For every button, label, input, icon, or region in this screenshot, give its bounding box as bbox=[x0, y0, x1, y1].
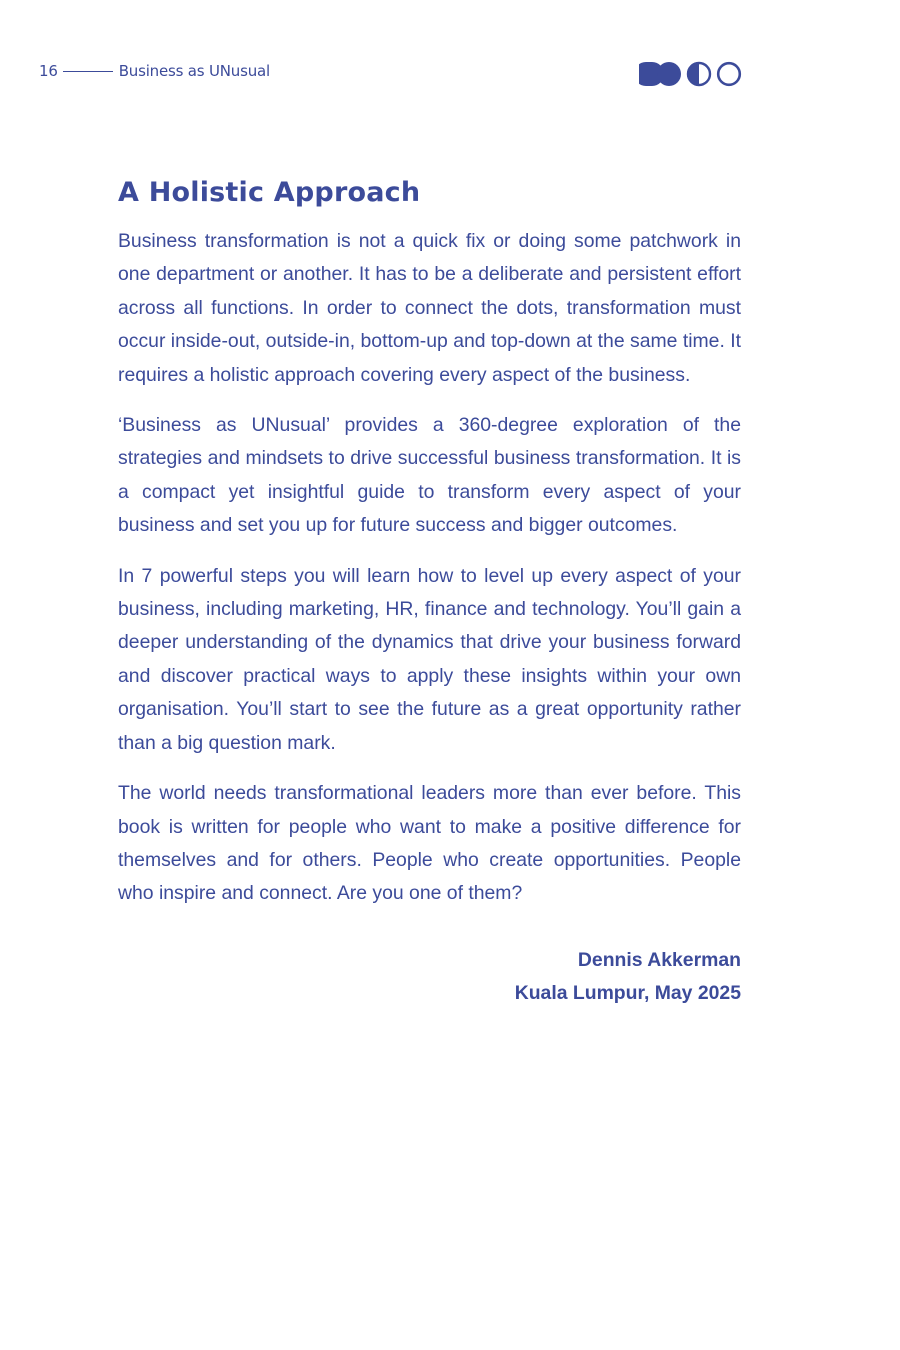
section-heading: A Holistic Approach bbox=[118, 177, 421, 208]
body-paragraph: Business transformation is not a quick fix or doing some patchwork in one department or another. It has to be a deliberate and persistent effort across all functions. In order to connect the dots, transformation must occur inside-out, outside-in, bottom-up and top-down at the same time. It requires a holistic approach covering every aspect of the business. bbox=[118, 230, 741, 386]
outline-circle-icon bbox=[718, 63, 740, 85]
author-name: Dennis Akkerman bbox=[577, 948, 741, 971]
half-circle-icon bbox=[687, 62, 710, 86]
body-paragraph: The world needs transformational leaders more than ever before. This book is written for people who want to make a positive difference for themselves and for others. People who create opportunities. People who inspire and connect. Are you one of them? bbox=[118, 782, 741, 905]
signature-place-date: Kuala Lumpur, May 2025 bbox=[514, 981, 741, 1004]
running-header bbox=[39, 62, 270, 80]
body-paragraph: In 7 powerful steps you will learn how to level up every aspect of your business, including marketing, HR, finance and technology. You’ll gain a deeper understanding of the dynamics that drive your business forward and discover practical ways to apply these insights within your own organisation. You’ll start to see the future as a great opportunity rather than a big question mark. bbox=[118, 564, 741, 754]
book-title: Business as UNusual bbox=[118, 62, 270, 80]
body-paragraph: ‘Business as UNusual’ provides a 360-degree exploration of the strategies and mindsets to drive successful business transformation. It is a compact yet insightful guide to transform every aspect of your business and set you up for future success and bigger outcomes. bbox=[118, 414, 741, 537]
signature-block bbox=[118, 944, 741, 1010]
header-rule bbox=[63, 71, 113, 72]
article-body bbox=[118, 175, 741, 1010]
moon-phase-icons bbox=[639, 61, 743, 87]
full-circle-icon bbox=[657, 62, 681, 86]
page-number: 16 bbox=[39, 62, 58, 80]
